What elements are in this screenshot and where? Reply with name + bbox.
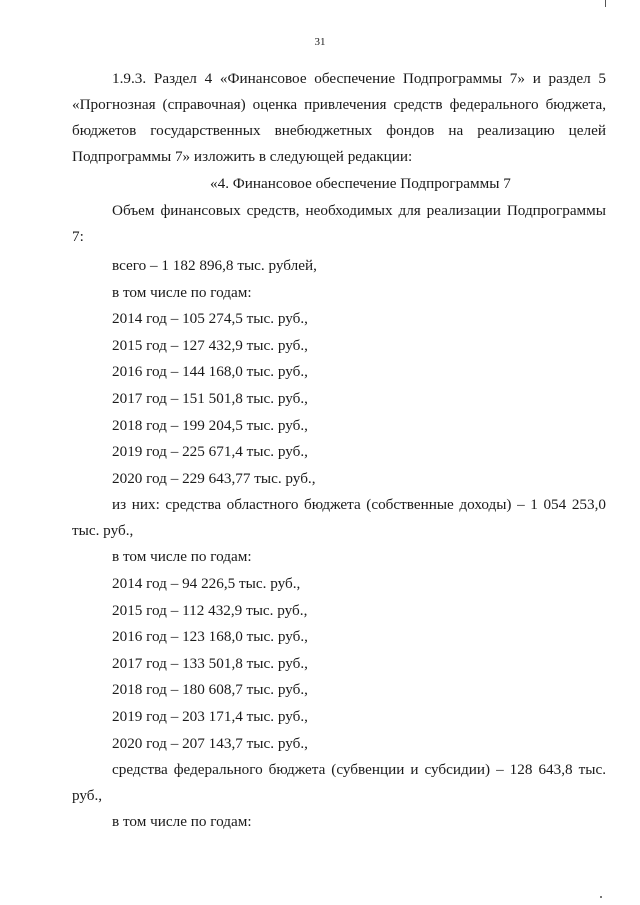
total-line: всего – 1 182 896,8 тыс. рублей, xyxy=(112,257,317,274)
document-body xyxy=(72,66,606,836)
regional-year-2020: 2020 год – 207 143,7 тыс. руб., xyxy=(112,734,308,752)
regional-budget-paragraph: из них: средства областного бюджета (собственные доходы) – 1 054 253,0 тыс. руб., xyxy=(72,496,606,540)
scan-mark xyxy=(605,0,606,7)
regional-year-2018: 2018 год – 180 608,7 тыс. руб., xyxy=(112,681,308,699)
total-year-2014: 2014 год – 105 274,5 тыс. руб., xyxy=(112,310,308,328)
total-year-2016: 2016 год – 144 168,0 тыс. руб., xyxy=(112,363,308,381)
funds-paragraph: Объем финансовых средств, необходимых для реализации Подпрограммы 7: xyxy=(72,202,606,245)
total-year-2020: 2020 год – 229 643,77 тыс. руб., xyxy=(112,469,316,487)
regional-year-2016: 2016 год – 123 168,0 тыс. руб., xyxy=(112,628,308,646)
scan-mark xyxy=(600,896,602,898)
section-heading: «4. Финансовое обеспечение Подпрограммы 7 xyxy=(210,175,511,192)
total-year-2015: 2015 год – 127 432,9 тыс. руб., xyxy=(112,336,308,354)
regional-year-2019: 2019 год – 203 171,4 тыс. руб., xyxy=(112,707,308,725)
regional-year-2015: 2015 год – 112 432,9 тыс. руб., xyxy=(112,601,308,619)
regional-year-2014: 2014 год – 94 226,5 тыс. руб., xyxy=(112,574,301,592)
federal-by-years-label: в том числе по годам: xyxy=(112,813,252,831)
total-year-2017: 2017 год – 151 501,8 тыс. руб., xyxy=(112,389,308,407)
total-year-2019: 2019 год – 225 671,4 тыс. руб., xyxy=(112,443,308,461)
intro-paragraph: 1.9.3. Раздел 4 «Финансовое обеспечение Подпрограммы 7» и раздел 5 «Прогнозная (справочная) оценка привлечения средств федерального бюджета, бюджетов государственных внебюджетных фондов на реализацию целей Подпрограммы 7» изложить в следующей редакции: xyxy=(72,70,606,165)
regional-by-years-label: в том числе по годам: xyxy=(112,548,252,566)
regional-year-2017: 2017 год – 133 501,8 тыс. руб., xyxy=(112,654,308,672)
total-by-years-label: в том числе по годам: xyxy=(112,283,252,301)
page-number: 31 xyxy=(314,36,326,48)
total-year-2018: 2018 год – 199 204,5 тыс. руб., xyxy=(112,416,308,434)
federal-budget-paragraph: средства федерального бюджета (субвенции и субсидии) – 128 643,8 тыс. руб., xyxy=(72,761,606,805)
